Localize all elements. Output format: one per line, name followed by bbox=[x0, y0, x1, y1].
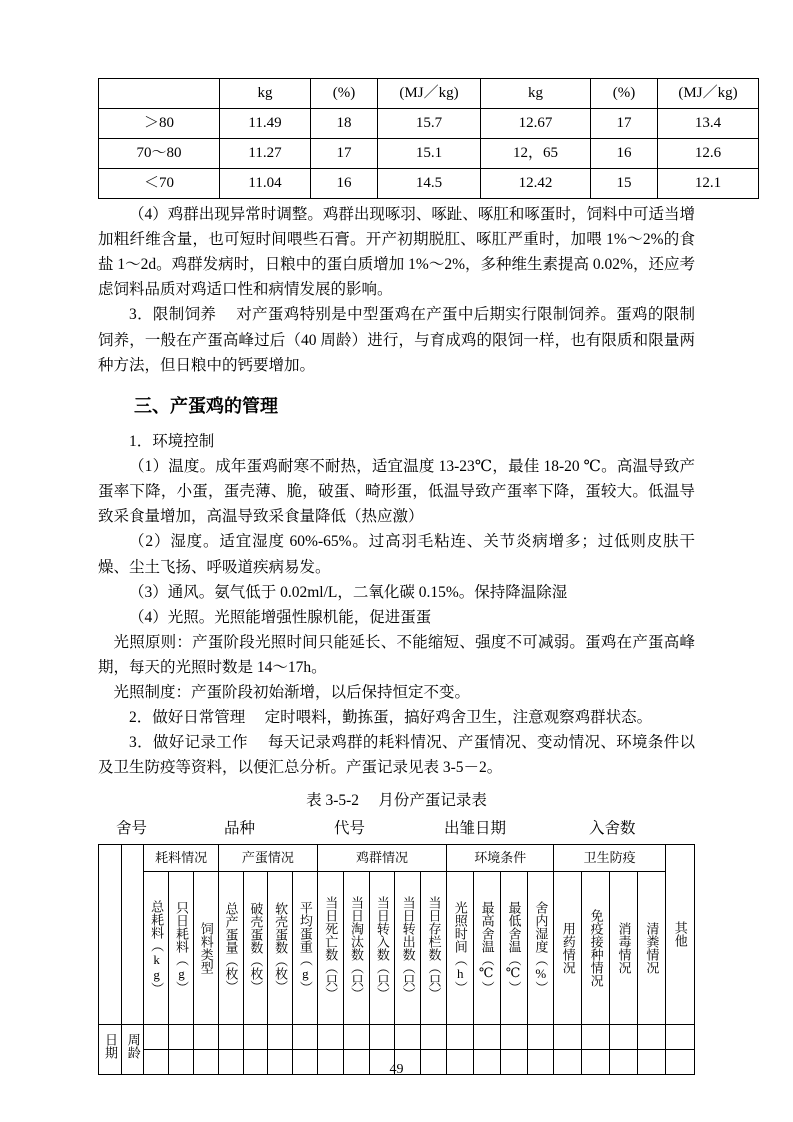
nutrition-cell: 16 bbox=[311, 169, 378, 199]
group-environment: 环境条件 bbox=[447, 844, 554, 871]
cell-value[interactable] bbox=[169, 1024, 194, 1049]
cell-value[interactable] bbox=[194, 1024, 219, 1049]
nutrition-cell: 70～80 bbox=[99, 139, 220, 169]
col-house-humidity: 舍内湿度（%） bbox=[527, 871, 554, 1024]
cell-value[interactable] bbox=[395, 1024, 421, 1049]
cell-value[interactable] bbox=[293, 1024, 318, 1049]
field-house-number: 舍号 bbox=[116, 819, 148, 837]
cell-value[interactable] bbox=[369, 1024, 395, 1049]
paragraph-lighting-principle: 光照原则：产蛋阶段光照时间只能延长、不能缩短、强度不可减弱。蛋鸡在产蛋高峰期，每天的光照时数是 14～17h。 bbox=[98, 633, 695, 676]
cell-value[interactable] bbox=[582, 1024, 610, 1049]
cell-value[interactable] bbox=[527, 1024, 554, 1049]
nutrition-header-3: (MJ／kg) bbox=[378, 79, 481, 109]
cell-value[interactable] bbox=[473, 1024, 500, 1049]
paragraph-record-keeping: 3．做好记录工作 每天记录鸡群的耗料情况、产蛋情况、变动情况、环境条件以及卫生防疫等资料，以便汇总分析。产蛋记录见表 3-5－2。 bbox=[98, 734, 695, 777]
nutrition-header-5: (%) bbox=[591, 79, 658, 109]
paragraph-humidity: （2）湿度。适宜湿度 60%-65%。过高羽毛粘连、关节炎病增多；过低则皮肤干燥、尘土飞扬、呼吸道疾病易发。 bbox=[98, 533, 695, 576]
nutrition-cell: 11.04 bbox=[220, 169, 311, 199]
table-row bbox=[99, 109, 759, 139]
col-daily-feed-per-bird: 只日耗料（g） bbox=[169, 871, 194, 1024]
table-row bbox=[99, 139, 759, 169]
date-label: 日期 bbox=[103, 1033, 118, 1060]
nutrition-cell: 12.1 bbox=[658, 169, 759, 199]
col-light-hours: 光照时间（h） bbox=[447, 871, 474, 1024]
cell-value[interactable] bbox=[500, 1024, 527, 1049]
page-number: 49 bbox=[389, 1062, 404, 1077]
field-hatch-date: 出雏日期 bbox=[444, 819, 507, 837]
col-broken-shell-eggs: 破壳蛋数（枚） bbox=[243, 871, 268, 1024]
group-other: 其他 bbox=[665, 844, 694, 1024]
section-heading-management: 三、产蛋鸡的管理 bbox=[134, 395, 278, 416]
nutrition-cell: 12.6 bbox=[658, 139, 759, 169]
nutrition-table bbox=[98, 78, 759, 199]
paragraph-daily-management: 2．做好日常管理 定时喂料，勤拣蛋，搞好鸡舍卫生，注意观察鸡群状态。 bbox=[129, 709, 653, 727]
table-row bbox=[99, 169, 759, 199]
nutrition-cell: 17 bbox=[591, 109, 658, 139]
nutrition-cell: 12，65 bbox=[481, 139, 591, 169]
nutrition-header-0 bbox=[99, 79, 220, 109]
cell-value[interactable] bbox=[343, 1024, 369, 1049]
nutrition-cell: 17 bbox=[311, 139, 378, 169]
col-min-house-temp: 最低舍温（℃） bbox=[500, 871, 527, 1024]
cell-value[interactable] bbox=[144, 1024, 169, 1049]
paragraph-env-control: 1．环境控制 bbox=[129, 432, 215, 450]
cell-value[interactable] bbox=[268, 1024, 293, 1049]
field-housed-count: 入舍数 bbox=[589, 819, 636, 837]
nutrition-cell: 14.5 bbox=[378, 169, 481, 199]
nutrition-cell: 15 bbox=[591, 169, 658, 199]
cell-value[interactable] bbox=[610, 1024, 638, 1049]
col-feed-type: 饲料类型 bbox=[194, 871, 219, 1024]
nutrition-cell: ＞80 bbox=[99, 109, 220, 139]
cell-value[interactable] bbox=[317, 1024, 343, 1049]
week-age-label: 周龄 bbox=[125, 1033, 141, 1060]
col-daily-transfer-in: 当日转入数（只） bbox=[369, 871, 395, 1024]
record-table-caption: 表 3-5-2 月份产蛋记录表 bbox=[306, 792, 487, 810]
group-blank-1 bbox=[99, 844, 122, 1024]
col-soft-shell-eggs: 软壳蛋数（枚） bbox=[268, 871, 293, 1024]
col-daily-culls: 当日淘汰数（只） bbox=[343, 871, 369, 1024]
cell-value[interactable] bbox=[447, 1024, 474, 1049]
nutrition-header-4: kg bbox=[481, 79, 591, 109]
group-blank-2 bbox=[121, 844, 144, 1024]
nutrition-cell: 18 bbox=[311, 109, 378, 139]
col-manure-removal: 清粪情况 bbox=[638, 871, 666, 1024]
table-row bbox=[99, 1024, 695, 1049]
col-max-house-temp: 最高舍温（℃） bbox=[473, 871, 500, 1024]
paragraph-lighting-system: 光照制度：产蛋阶段初始渐增，以后保持恒定不变。 bbox=[113, 684, 471, 702]
paragraph-restricted-feeding: 3．限制饲养 对产蛋鸡特别是中型蛋鸡在产蛋中后期实行限制饲养。蛋鸡的限制饲养，一般在产蛋高峰过后（40 周龄）进行，与育成鸡的限饲一样，也有限质和限量两种方法，但日粮中的钙要增加。 bbox=[98, 306, 695, 374]
col-daily-deaths: 当日死亡数（只） bbox=[317, 871, 343, 1024]
cell-value[interactable] bbox=[665, 1024, 694, 1049]
nutrition-cell: 15.7 bbox=[378, 109, 481, 139]
col-disinfection: 消毒情况 bbox=[610, 871, 638, 1024]
field-code: 代号 bbox=[334, 819, 366, 837]
group-feed-consumption: 耗料情况 bbox=[144, 844, 218, 871]
nutrition-header-2: (%) bbox=[311, 79, 378, 109]
page-content bbox=[98, 78, 738, 1075]
cell-value[interactable] bbox=[554, 1024, 582, 1049]
nutrition-cell: 15.1 bbox=[378, 139, 481, 169]
paragraph-temperature: （1）温度。成年蛋鸡耐寒不耐热，适宜温度 13-23℃，最佳 18-20 ℃。高温导致产蛋率下降，小蛋，蛋壳薄、脆，破蛋、畸形蛋，低温导致产蛋率下降，蛋较大。低温导致采食量增加，高温导致采食量降低（热应激） bbox=[98, 458, 695, 526]
nutrition-cell: ＜70 bbox=[99, 169, 220, 199]
col-total-feed: 总耗料（kg） bbox=[144, 871, 169, 1024]
table-row bbox=[99, 79, 759, 109]
record-group-row bbox=[99, 844, 695, 871]
nutrition-cell: 11.49 bbox=[220, 109, 311, 139]
group-flock-status: 鸡群情况 bbox=[317, 844, 446, 871]
nutrition-cell: 12.67 bbox=[481, 109, 591, 139]
paragraph-ventilation: （3）通风。氨气低于 0.02ml/L，二氧化碳 0.15%。保持降温除湿 bbox=[129, 583, 568, 601]
nutrition-cell: 11.27 bbox=[220, 139, 311, 169]
cell-value[interactable] bbox=[421, 1024, 447, 1049]
paragraph-adjustment: （4）鸡群出现异常时调整。鸡群出现啄羽、啄趾、啄肛和啄蛋时，饲料中可适当增加粗纤维含量，也可短时间喂些石膏。开产初期脱肛、啄肛严重时，加喂 1%～2%的食盐 1～2d。鸡群发病时，日粮中的蛋白质增加 1%～2%，多种维生素提高 0.02%，还应考虑饲料品质对鸡适口性和病情发展的影响。 bbox=[98, 206, 695, 299]
col-average-egg-weight: 平均蛋重（g） bbox=[293, 871, 318, 1024]
nutrition-header-1: kg bbox=[220, 79, 311, 109]
group-sanitation: 卫生防疫 bbox=[554, 844, 666, 871]
col-daily-inventory: 当日存栏数（只） bbox=[421, 871, 447, 1024]
nutrition-header-6: (MJ／kg) bbox=[658, 79, 759, 109]
group-egg-production: 产蛋情况 bbox=[218, 844, 317, 871]
cell-value[interactable] bbox=[243, 1024, 268, 1049]
col-medication: 用药情况 bbox=[554, 871, 582, 1024]
record-column-row bbox=[99, 871, 695, 1024]
record-table-head-fields bbox=[98, 816, 695, 844]
record-table bbox=[98, 844, 695, 1075]
nutrition-cell: 12.42 bbox=[481, 169, 591, 199]
col-total-egg-weight: 总产蛋量（枚） bbox=[218, 871, 243, 1024]
nutrition-cell: 16 bbox=[591, 139, 658, 169]
col-vaccination: 免疫接种情况 bbox=[582, 871, 610, 1024]
cell-value[interactable] bbox=[638, 1024, 666, 1049]
field-breed: 品种 bbox=[224, 819, 256, 837]
nutrition-cell: 13.4 bbox=[658, 109, 759, 139]
paragraph-lighting: （4）光照。光照能增强性腺机能，促进蛋蛋 bbox=[129, 608, 432, 626]
col-daily-transfer-out: 当日转出数（只） bbox=[395, 871, 421, 1024]
cell-value[interactable] bbox=[218, 1024, 243, 1049]
